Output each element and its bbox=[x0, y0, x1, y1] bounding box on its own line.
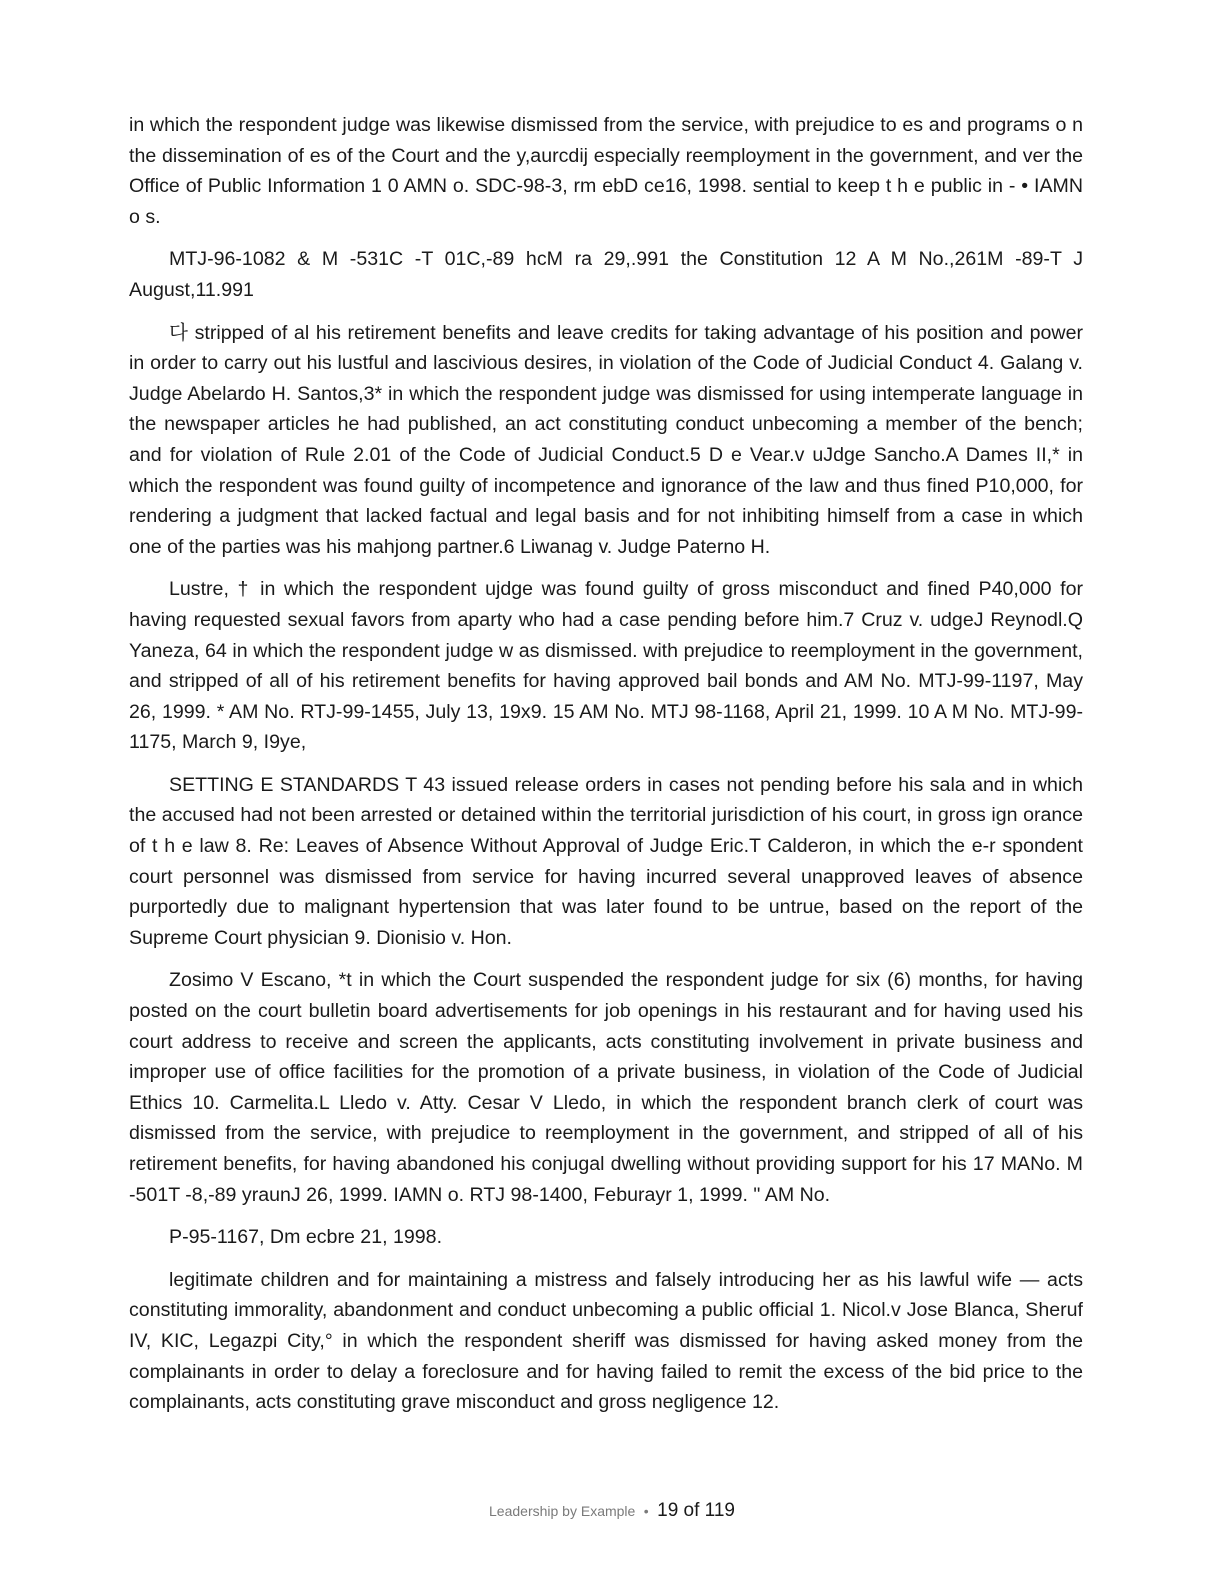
paragraph-6: Zosimo V Escano, *t in which the Court suspended the respondent judge for six (6) months, for having posted on the court bulletin board advertisements for job openings in his restaurant and for having used his court address to receive and screen the applicants, acts constituting involvement in private business and improper use of office facilities for the promotion of a private business, in violation of the Code of Judicial Ethics 10. Carmelita.L Lledo v. Atty. Cesar V Lledo, in which the respondent branch clerk of court was dismissed from the service, with prejudice to reemployment in the government, and stripped of all of his retirement benefits, for having abandoned his conjugal dwelling without providing support for his 17 MANo. M -501T -8,-89 yraunJ 26, 1999. IAMN o. RTJ 98-1400, Feburayr 1, 1999. " AM No. bbox=[129, 969, 1083, 1206]
paragraph-2: MTJ-96-1082 & M -531C -T 01C,-89 hcM ra 29,.991 the Constitution 12 A M No.,261M -89-T J August,11.991 bbox=[129, 248, 1083, 301]
document-body bbox=[129, 110, 1083, 1430]
footer-title: Leadership by Example bbox=[489, 1503, 636, 1519]
page-number: 19 of 119 bbox=[657, 1500, 735, 1521]
paragraph-1: in which the respondent judge was likewise dismissed from the service, with prejudice to es and programs o n the dissemination of es of the Court and the y,aurcdij especially reemployment in the government, and ver the Office of Public Information 1 0 AMN o. SDC-98-3, rm ebD ce16, 1998. sential to keep t h e public in - • IAMN o s. bbox=[129, 114, 1083, 228]
paragraph-7: P-95-1167, Dm ecbre 21, 1998. bbox=[169, 1226, 443, 1249]
paragraph-3: 다 stripped of al his retirement benefits and leave credits for taking advantage of his position and power in order to carry out his lustful and lascivious desires, in violation of the Code of Judicial Conduct 4. Galang v. Judge Abelardo H. Santos,3* in which the respondent judge was dismissed for using intemperate language in the newspaper articles he had published, an act constituting conduct unbecoming a member of the bench; and for violation of Rule 2.01 of the Code of Judicial Conduct.5 D e Vear.v uJdge Sancho.A Dames II,* in which the respondent was found guilty of incompetence and ignorance of the law and thus fined P10,000, for rendering a judgment that lacked factual and legal basis and for not inhibiting himself from a case in which one of the parties was his mahjong partner.6 Liwanag v. Judge Paterno H. bbox=[129, 321, 1083, 558]
paragraph-5: SETTING E STANDARDS T 43 issued release orders in cases not pending before his sala and in which the accused had not been arrested or detained within the territorial jurisdiction of his court, in gross ign orance of t h e law 8. Re: Leaves of Absence Without Approval of Judge Eric.T Calderon, in which the e-r spondent court personnel was dismissed from service for having incurred several unapproved leaves of absence purportedly due to malignant hypertension that was later found to be untrue, based on the report of the Supreme Court physician 9. Dionisio v. Hon. bbox=[129, 773, 1083, 949]
page-footer bbox=[0, 1500, 1224, 1522]
paragraph-8: legitimate children and for maintaining a mistress and falsely introducing her as his lawful wife — acts constituting immorality, abandonment and conduct unbecoming a public official 1. Nicol.v Jose Blanca, Sheruf IV, KIC, Legazpi City,° in which the respondent sheriff was dismissed for having asked money from the complainants in order to delay a foreclosure and for having failed to remit the excess of the bid price to the complainants, acts constituting grave misconduct and gross negligence 12. bbox=[129, 1268, 1083, 1414]
footer-separator: • bbox=[643, 1503, 649, 1519]
paragraph-4: Lustre, † in which the respondent ujdge was found guilty of gross misconduct and fined P40,000 for having requested sexual favors from aparty who had a case pending before him.7 Cruz v. udgeJ Reynodl.Q Yaneza, 64 in which the respondent judge w as dismissed. with prejudice to reemployment in the government, and stripped of all of his retirement benefits for having approved bail bonds and AM No. MTJ-99-1197, May 26, 1999. * AM No. RTJ-99-1455, July 13, 19x9. 15 AM No. MTJ 98-1168, April 21, 1999. 10 A M No. MTJ-99-1175, March 9, I9ye, bbox=[129, 578, 1083, 754]
